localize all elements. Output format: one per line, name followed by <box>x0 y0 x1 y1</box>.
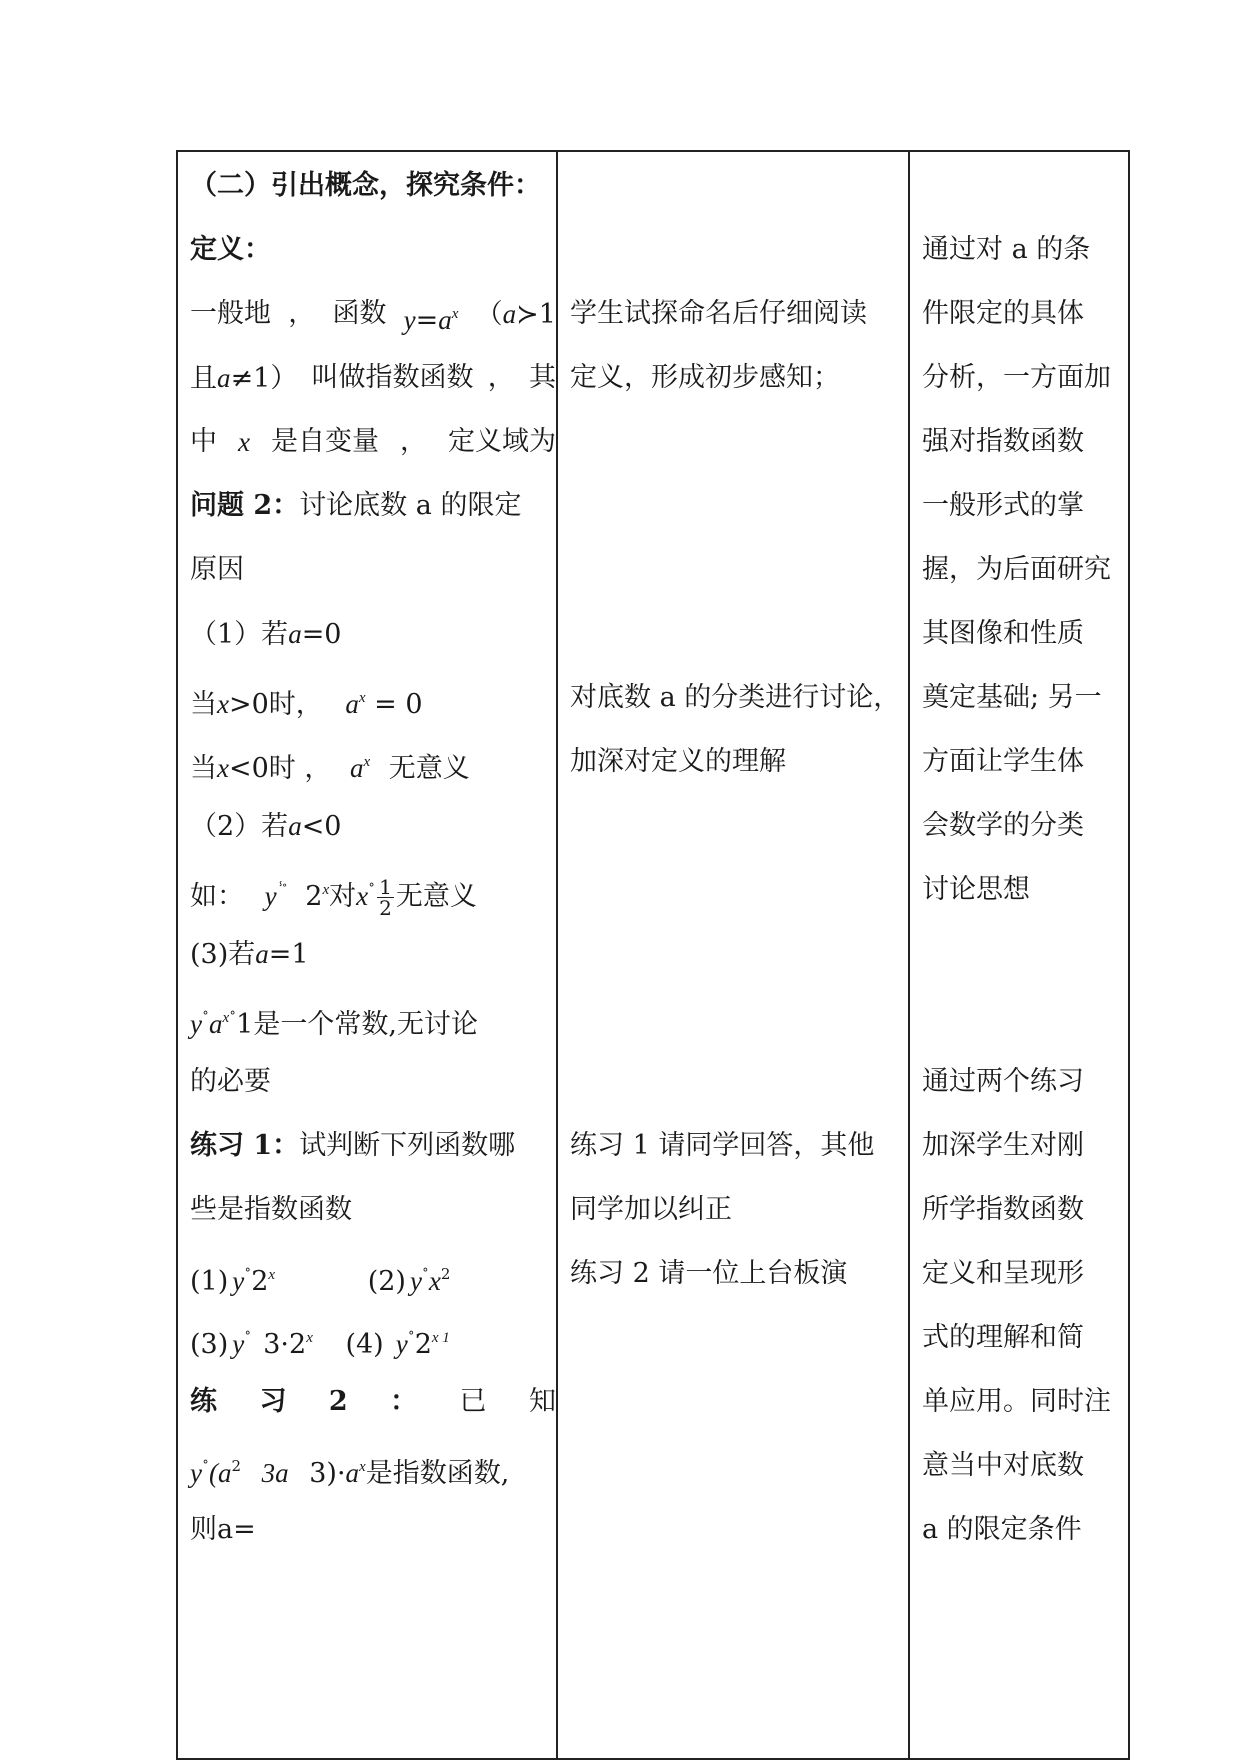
exercise-2-formula: $y^˚(a^2$ 3a $3)\cdot a^x$是指数函数, <box>190 1457 510 1489</box>
exercise-1: 练习 1：试判断下列函数哪 <box>190 1130 516 1161</box>
activity-text: 练习 2 请一位上台板演 <box>570 1258 848 1289</box>
intent-line: 加深学生对刚 <box>922 1130 1084 1161</box>
case-1-positive: 当x>0时， $a^x = 0$ <box>190 689 423 720</box>
intent-line: 一般形式的掌 <box>922 490 1084 521</box>
definition-line: 中 x 是自变量 ， 定义域为 <box>190 426 556 457</box>
intent-line: a 的限定条件 <box>922 1514 1082 1545</box>
intent-line: 通过对 a 的条 <box>922 234 1091 265</box>
activity-text: 同学加以纠正 <box>570 1194 732 1225</box>
section-heading: （二）引出概念，探究条件： <box>190 170 541 201</box>
intent-line: 式的理解和简 <box>922 1322 1084 1353</box>
intent-line: 定义和呈现形 <box>922 1258 1084 1289</box>
intent-line: 所学指数函数 <box>922 1194 1084 1225</box>
activity-text: 加深对定义的理解 <box>570 746 786 777</box>
case-3-text: 的必要 <box>190 1066 271 1097</box>
case-2: （2）若a<0 <box>190 811 342 842</box>
intent-line: 讨论思想 <box>922 874 1030 905</box>
lesson-table <box>176 150 1130 1760</box>
intent-line: 奠定基础; 另一 <box>922 682 1102 713</box>
activity-text: 定义，形成初步感知； <box>570 362 840 393</box>
intent-line: 握，为后面研究 <box>922 554 1111 585</box>
case-1-negative: 当x<0时 ， $a^x$ 无意义 <box>190 753 470 784</box>
definition-label: 定义： <box>190 234 271 265</box>
activity-text: 学生试探命名后仔细阅读 <box>570 298 867 329</box>
definition-line: 且a≠1） 叫做指数函数 ， 其 <box>190 362 556 394</box>
intent-line: 其图像和性质 <box>922 618 1084 649</box>
intent-line: 意当中对底数 <box>922 1450 1084 1481</box>
case-3: (3)若a=1 <box>190 939 309 970</box>
content-column <box>190 152 556 1758</box>
exercise-1-items: (3) y˚ $3\cdot 2^x$ (4) $y^˚2^{x 1}$ <box>190 1329 450 1360</box>
exercise-2: 练 习 2 ： 已 知 <box>190 1386 556 1417</box>
exercise-1-items: (1) y˚2$^x$ (2) $y^˚x^2$ <box>190 1265 451 1297</box>
intent-line: 方面让学生体 <box>922 746 1084 777</box>
exercise-2-tail: 则a= <box>190 1514 256 1545</box>
activity-text: 对底数 a 的分类进行讨论， <box>570 682 901 713</box>
intent-line: 会数学的分类 <box>922 810 1084 841</box>
question-2: 问题 2：讨论底数 a 的限定 <box>190 490 522 521</box>
case-1: （1）若a=0 <box>190 619 342 650</box>
activity-column <box>570 152 906 1758</box>
intent-column <box>922 152 1122 1758</box>
intent-line: 通过两个练习 <box>922 1066 1084 1097</box>
column-divider <box>556 152 558 1758</box>
definition-line: 一般地 ， 函数 $y=a^x$ （a≻1 <box>190 298 556 336</box>
case-2-example: 如： $y^{ⸯ̊}$ 2$^x$对x˚ $\frac{1}{2}$ 无意义 <box>190 875 477 920</box>
intent-line: 单应用。同时注 <box>922 1386 1111 1417</box>
intent-line: 强对指数函数 <box>922 426 1084 457</box>
intent-line: 分析，一方面加 <box>922 362 1111 393</box>
column-divider <box>908 152 910 1758</box>
intent-line: 件限定的具体 <box>922 298 1084 329</box>
question-2-text: 原因 <box>190 554 244 585</box>
exercise-1-text: 些是指数函数 <box>190 1194 352 1225</box>
case-3-example: $y^˚a^{x˚}1$是一个常数,无讨论 <box>190 1009 478 1040</box>
activity-text: 练习 1 请同学回答，其他 <box>570 1130 875 1161</box>
